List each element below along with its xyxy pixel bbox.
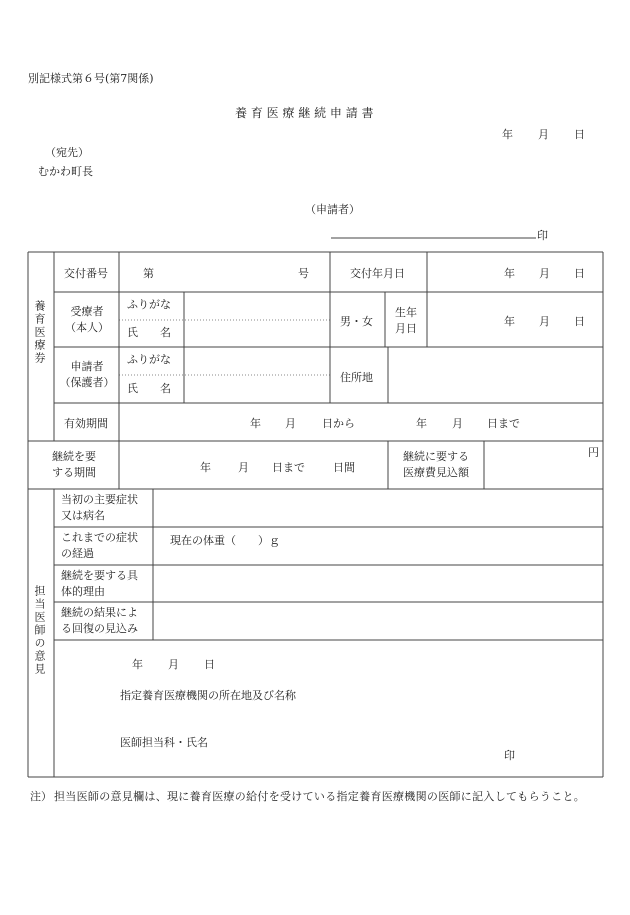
footnote-marker: 注） bbox=[30, 790, 52, 803]
date-month: 月 bbox=[538, 128, 549, 141]
card-number-prefix: 第 bbox=[143, 267, 154, 280]
continue-year: 年 bbox=[200, 461, 211, 474]
reason-label: 継続を要する具 体的理由 bbox=[61, 569, 138, 598]
card-number-suffix: 号 bbox=[298, 267, 309, 280]
page-title: 養 育 医 療 継 続 申 請 書 bbox=[235, 106, 374, 120]
validity-to-month: 月 bbox=[452, 417, 463, 430]
doctor-seal: 印 bbox=[504, 749, 515, 762]
date-year: 年 bbox=[502, 128, 513, 141]
birth-day: 日 bbox=[574, 315, 585, 328]
continue-days: 日間 bbox=[333, 461, 355, 474]
patient-furigana-label: ふりがな bbox=[127, 298, 171, 311]
doctor-section-label: 担当医師の意見 bbox=[33, 585, 46, 676]
patient-label: 受療者 （本人） bbox=[65, 305, 109, 334]
symptom-label: 当初の主要症状 又は病名 bbox=[61, 493, 138, 522]
continue-period-label: 継続を要 する期間 bbox=[52, 450, 96, 479]
address-label: 住所地 bbox=[340, 371, 373, 384]
card-number-label: 交付番号 bbox=[64, 267, 108, 280]
addressee-name: むかわ町長 bbox=[38, 165, 93, 178]
cost-unit: 円 bbox=[588, 446, 599, 459]
issue-day: 日 bbox=[574, 267, 585, 280]
addressee-label: （宛先） bbox=[45, 146, 89, 159]
validity-from-year: 年 bbox=[250, 417, 261, 430]
doctor-date-day: 日 bbox=[204, 658, 215, 671]
validity-from-month: 月 bbox=[285, 417, 296, 430]
continue-day: 日まで bbox=[272, 461, 305, 474]
guardian-furigana-label: ふりがな bbox=[127, 353, 171, 366]
doctor-date-month: 月 bbox=[168, 658, 179, 671]
outlook-label: 継続の結果によ る回復の見込み bbox=[61, 606, 138, 635]
guardian-name-label: 氏 名 bbox=[127, 382, 171, 395]
cost-label: 継続に要する 医療費見込額 bbox=[403, 450, 469, 479]
card-section-label: 養育医療券 bbox=[33, 300, 46, 365]
doctor-date-year: 年 bbox=[132, 658, 143, 671]
current-weight: 現在の体重（ ）ｇ bbox=[170, 534, 280, 547]
institution-label: 指定養育医療機関の所在地及び名称 bbox=[120, 689, 296, 702]
footnote-text: 担当医師の意見欄は、現に養育医療の給付を受けている指定養育医療機関の医師に記入してもらうこと。 bbox=[54, 790, 586, 803]
issue-date-label: 交付年月日 bbox=[350, 267, 405, 280]
continue-month: 月 bbox=[238, 461, 249, 474]
patient-name-label: 氏 名 bbox=[127, 326, 171, 339]
doctor-name-label: 医師担当科・氏名 bbox=[120, 736, 208, 749]
issue-year: 年 bbox=[504, 267, 515, 280]
birth-month: 月 bbox=[539, 315, 550, 328]
applicant-label: （申請者） bbox=[305, 203, 360, 216]
validity-from-day: 日から bbox=[322, 417, 355, 430]
form-reference: 別記様式第６号(第7関係) bbox=[28, 72, 154, 85]
validity-to-year: 年 bbox=[416, 417, 427, 430]
validity-label: 有効期間 bbox=[64, 417, 108, 430]
birth-label: 生年 月日 bbox=[395, 306, 417, 335]
progress-label: これまでの症状 の経過 bbox=[61, 531, 138, 560]
guardian-label: 申請者 （保護者） bbox=[59, 360, 115, 389]
validity-to-day: 日まで bbox=[487, 417, 520, 430]
sex-label: 男・女 bbox=[340, 315, 373, 328]
applicant-seal: 印 bbox=[537, 229, 548, 242]
date-day: 日 bbox=[574, 128, 585, 141]
issue-month: 月 bbox=[539, 267, 550, 280]
birth-year: 年 bbox=[504, 315, 515, 328]
